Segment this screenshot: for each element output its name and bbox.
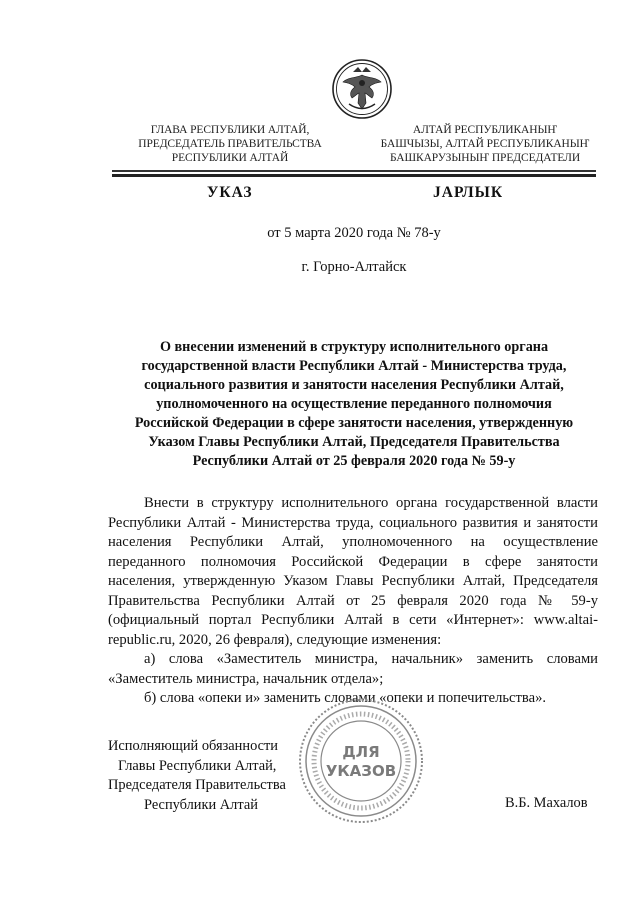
header-right xyxy=(365,123,605,165)
header-left xyxy=(110,123,350,165)
signature-position-line: Исполняющий обязанности xyxy=(108,738,279,754)
republic-emblem-icon xyxy=(331,58,393,120)
doc-type-alt: JАРЛЫК xyxy=(433,184,504,201)
title-line: Российской Федерации в сфере занятости населения, утвержденную xyxy=(134,415,574,431)
title-line: социального развития и занятости населения Республики Алтай, xyxy=(144,377,564,393)
header-divider-thick xyxy=(112,174,596,177)
title-line: Республики Алтай от 25 февраля 2020 года № 59-у xyxy=(192,453,516,469)
header-right-line: БАШКАРУЗЫНЫҤ ПРЕДСЕДАТЕЛИ xyxy=(389,152,581,164)
title-line: уполномоченного на осуществление переданного полномочия xyxy=(156,396,552,412)
doc-type-ru: УКАЗ xyxy=(207,184,253,201)
decree-title xyxy=(112,338,596,471)
title-line: О внесении изменений в структуру исполнительного органа xyxy=(159,339,549,355)
date-line: от 5 марта 2020 года № 78-у xyxy=(267,225,441,241)
header-divider-thin xyxy=(112,170,596,172)
title-line: государственной власти Республики Алтай - Министерства труда, xyxy=(141,358,567,374)
signatory-name: В.Б. Махалов xyxy=(505,795,588,811)
signature-position xyxy=(108,737,286,815)
body-paragraph: б) слова «опеки и» заменить словами «опеки и попечительства». xyxy=(144,690,547,706)
body-paragraph: а) слова «Заместитель министра, начальник» заменить словами «Заместитель министра, начальник отдела»; xyxy=(108,651,598,687)
signature-position-line: Главы Республики Алтай, xyxy=(118,757,277,774)
city-line: г. Горно-Алтайск xyxy=(301,259,407,275)
signature-position-line: Республики Алтай xyxy=(144,796,258,813)
seal-text-line1: ДЛЯ xyxy=(342,743,380,761)
official-seal xyxy=(297,697,425,825)
signature-position-line: Председателя Правительства xyxy=(108,777,286,793)
header-left-line: РЕСПУБЛИКИ АЛТАЙ xyxy=(171,152,289,164)
header-right-line: БАШЧЫЗЫ, АЛТАЙ РЕСПУБЛИКАНЫҤ xyxy=(380,138,590,150)
header-left-line: ГЛАВА РЕСПУБЛИКИ АЛТАЙ, xyxy=(150,124,310,136)
header-left-line: ПРЕДСЕДАТЕЛЬ ПРАВИТЕЛЬСТВА xyxy=(138,138,322,150)
body-paragraph: Внести в структуру исполнительного органа государственной власти Республики Алтай - Министерства труда, социального развития и занятости населения Республики Алтай, уполномоченного на осуществление переданного полномочия Российской Федерации в сфере занятости населения, утвержденную Указом Главы Республики Алтай, Председателя Правительства Республики Алтай от 25 февраля 2020 года № 59-у (официальный портал Республики Алтай в сети «Интернет»: www.altai-republic.ru, 2020, 26 февраля), следующие изменения: xyxy=(108,495,598,648)
decree-body xyxy=(108,494,598,709)
title-line: Указом Главы Республики Алтай, Председателя Правительства xyxy=(148,434,560,450)
seal-text-line2: УКАЗОВ xyxy=(325,762,397,780)
header-right-line: АЛТАЙ РЕСПУБЛИКАНЫҤ xyxy=(412,124,558,136)
